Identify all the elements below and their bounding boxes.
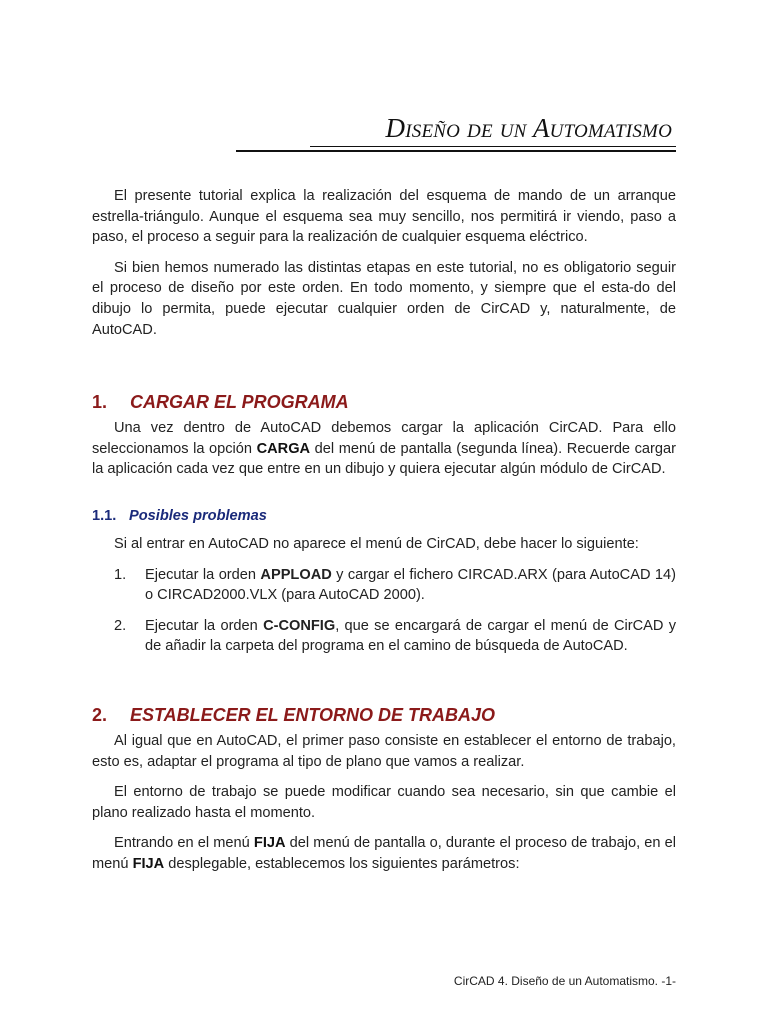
text-run: del menú de pantalla (segunda línea). Recuerde cargar la aplicación cada vez que entre en un dibujo y quiera ejecutar algún módulo de CirCAD. xyxy=(92,440,676,478)
section-2-heading xyxy=(92,703,676,727)
subsection-1-1-heading xyxy=(92,506,676,526)
section-1-paragraph xyxy=(92,418,676,480)
title-block xyxy=(236,112,676,144)
section-1-title: CARGAR EL PROGRAMA xyxy=(130,392,349,413)
list-number: 1. xyxy=(114,566,127,583)
section-2-title: ESTABLECER EL ENTORNO DE TRABAJO xyxy=(130,704,496,725)
problem-steps-list xyxy=(92,565,676,657)
subsection-number: 1.1. xyxy=(92,507,117,524)
spacer xyxy=(92,350,676,390)
subsection-intro: Si al entrar en AutoCAD no aparece el menú de CirCAD, debe hacer lo siguiente: xyxy=(114,535,639,552)
page-footer: CirCAD 4. Diseño de un Automatismo. -1- xyxy=(453,974,676,988)
section-1-heading xyxy=(92,390,676,414)
text-run: Entrando en el menú xyxy=(114,835,254,852)
menu-fija: FIJA xyxy=(253,835,286,852)
intro-paragraph-2: Si bien hemos numerado las distintas etapas en este tutorial, no es obligatorio seguir el proceso de diseño por este orden. En todo momento, y siempre que el esta-do del dibujo lo permita, puede ejecutar cualquier orden de CirCAD y, naturalmente, de AutoCAD. xyxy=(92,259,676,338)
section-2-paragraph-1: Al igual que en AutoCAD, el primer paso consiste en establecer el entorno de trabajo, esto es, adaptar el programa al tipo de plano que vamos a realizar. xyxy=(92,732,676,770)
section-2-number: 2. xyxy=(92,704,108,725)
section-2-paragraph-2: El entorno de trabajo se puede modificar cuando sea necesario, sin que cambie el plano realizado hasta el momento. xyxy=(92,784,676,821)
title-rule-thick xyxy=(236,150,676,152)
list-number: 2. xyxy=(114,617,127,634)
list-item xyxy=(92,565,676,606)
menu-fija-dropdown: FIJA xyxy=(132,855,165,872)
document-body xyxy=(92,186,676,884)
intro-paragraph-1: El presente tutorial explica la realización del esquema de mando de un arranque estrella-triángulo. Aunque el esquema sea muy sencillo, nos permitirá ir viendo, paso a paso, el proceso a seguir para la realización de cualquier esquema eléctrico. xyxy=(92,188,676,246)
text-run: y cargar el fichero CIRCAD.ARX (para AutoCAD 14) o CIRCAD2000.VLX (para AutoCAD 2000). xyxy=(145,566,676,604)
text-run: Ejecutar la orden xyxy=(145,617,264,634)
list-item xyxy=(92,616,676,657)
menu-option-carga: CARGA xyxy=(256,440,311,457)
section-2-paragraph-3 xyxy=(92,833,676,874)
command-appload: APPLOAD xyxy=(260,566,332,583)
section-1-number: 1. xyxy=(92,392,108,413)
text-run: del menú de pantalla o, durante el proceso de trabajo, en el menú xyxy=(92,835,677,872)
title-rule-thin xyxy=(310,146,676,147)
text-run: Ejecutar la orden xyxy=(145,566,261,583)
command-c-config: C-CONFIG xyxy=(263,617,336,634)
subsection-title: Posibles problemas xyxy=(129,507,267,524)
text-run: Una vez dentro de AutoCAD debemos cargar la aplicación CirCAD. Para ello seleccionamos la opción xyxy=(92,420,676,457)
text-run: , que se encargará de cargar el menú de CirCAD y de añadir la carpeta del programa en el camino de búsqueda de AutoCAD. xyxy=(145,617,676,655)
text-run: desplegable, establecemos los siguientes parámetros: xyxy=(164,855,520,872)
page-title: Diseño de un Automatismo xyxy=(385,113,672,143)
